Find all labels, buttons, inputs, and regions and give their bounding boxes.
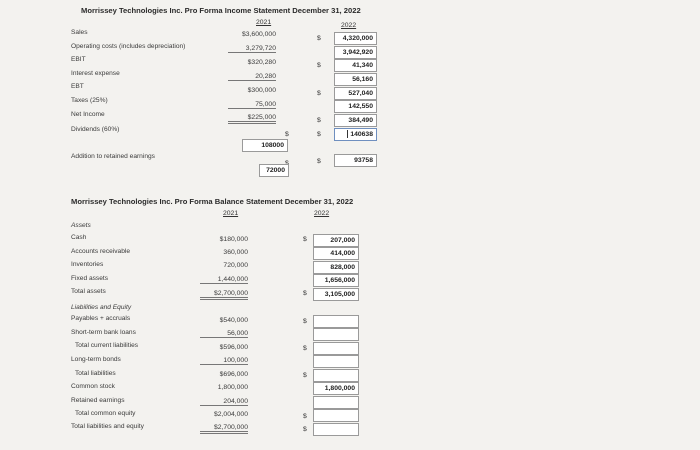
balance-2022-total-current-liabilities-input[interactable] [313,342,359,355]
liabilities-heading: Liabilities and Equity [71,304,132,311]
balance-dollar-total-liabilities: $ [303,372,307,379]
balance-label-retained-earnings: Retained earnings [71,397,125,404]
balance-2021-total-liab-equity: $2,700,000 [200,424,248,434]
income-2021-interest-expense: 20,280 [228,73,276,81]
balance-dollar-total-common-equity: $ [303,413,307,420]
income-2021-dollar-dividends: $ [285,131,289,138]
income-2021-net-income: $225,000 [228,114,276,124]
balance-label-total-current-liabilities: Total current liabilities [75,342,139,349]
income-2021-dividends-input[interactable]: 108000 [242,139,288,152]
balance-dollar-payables: $ [303,318,307,325]
balance-year-2022: 2022 [314,210,330,217]
income-label-ebt: EBT [71,83,84,90]
income-label-interest-expense: Interest expense [71,70,120,77]
income-label-operating-costs: Operating costs (includes depreciation) [71,43,186,50]
income-2021-ebt: $300,000 [247,87,276,94]
income-dollar-ebit: $ [317,62,321,69]
income-2022-ebit-input[interactable]: 41,340 [334,59,377,72]
balance-2021-fixed-assets: 1,440,000 [200,276,248,284]
income-label-dividends: Dividends (60%) [71,126,120,133]
balance-label-ar: Accounts receivable [71,248,131,255]
balance-2021-retained-earnings: 204,000 [200,398,248,406]
balance-2021-total-current-liabilities: $596,000 [219,344,248,351]
balance-dollar-total-current-liabilities: $ [303,345,307,352]
balance-2021-total-liabilities: $696,000 [219,371,248,378]
income-label-net-income: Net Income [71,111,105,118]
income-dollar-sales: $ [317,35,321,42]
balance-2022-common-stock-input[interactable]: 1,800,000 [313,382,359,395]
income-2022-dividends-input[interactable] [334,128,377,141]
income-2021-operating-costs: 3,279,720 [228,45,276,53]
balance-label-common-stock: Common stock [71,383,115,390]
balance-2022-cash-input[interactable]: 207,000 [313,234,359,247]
balance-2022-fixed-assets-input[interactable]: 1,656,000 [313,274,359,287]
income-2022-dividends-value: 140638 [350,131,373,138]
income-2022-interest-expense-input[interactable]: 56,160 [334,73,377,86]
balance-2022-total-assets-input[interactable]: 3,105,000 [313,288,359,301]
balance-label-total-assets: Total assets [71,288,106,295]
balance-2022-retained-earnings-input[interactable] [313,396,359,409]
balance-dollar-cash: $ [303,236,307,243]
balance-label-fixed-assets: Fixed assets [71,275,109,282]
text-cursor [347,130,348,138]
balance-2021-cash: $180,000 [219,236,248,243]
income-label-taxes: Taxes (25%) [71,97,108,104]
income-2021-sales: $3,600,000 [241,31,276,38]
balance-label-total-common-equity: Total common equity [75,410,136,417]
income-2022-sales-input[interactable]: 4,320,000 [334,32,377,45]
balance-dollar-total-assets: $ [303,290,307,297]
balance-label-inventories: Inventories [71,261,104,268]
balance-label-total-liab-equity: Total liabilities and equity [71,423,144,430]
balance-2022-total-common-equity-input[interactable] [313,409,359,422]
balance-label-lt-bonds: Long-term bonds [71,356,121,363]
balance-2022-st-loans-input[interactable] [313,328,359,341]
income-2021-addition-re-input[interactable]: 72000 [259,164,289,177]
balance-2022-payables-input[interactable] [313,315,359,328]
balance-label-cash: Cash [71,234,87,241]
income-title: Morrissey Technologies Inc. Pro Forma Income Statement December 31, 2022 [81,6,361,15]
balance-2022-total-liabilities-input[interactable] [313,369,359,382]
balance-year-2021: 2021 [223,210,239,217]
income-dollar-addition-re: $ [317,158,321,165]
balance-2021-total-assets: $2,700,000 [200,290,248,300]
balance-2021-payables: $540,000 [219,317,248,324]
balance-2021-st-loans: 56,000 [200,330,248,338]
income-dollar-ebt: $ [317,90,321,97]
income-year-2021: 2021 [256,19,272,26]
balance-label-total-liabilities: Total liabilities [75,370,116,377]
income-dollar-dividends: $ [317,131,321,138]
income-2021-ebit: $320,280 [247,59,276,66]
balance-dollar-total-liab-equity: $ [303,426,307,433]
balance-title: Morrissey Technologies Inc. Pro Forma Balance Statement December 31, 2022 [71,197,354,206]
income-2022-taxes-input[interactable]: 142,550 [334,100,377,113]
balance-2022-lt-bonds-input[interactable] [313,355,359,368]
income-2022-net-income-input[interactable]: 384,490 [334,114,377,127]
balance-2021-ar: 360,000 [223,249,248,256]
income-2022-ebt-input[interactable]: 527,040 [334,87,377,100]
income-2022-addition-re-input[interactable]: 93758 [334,154,377,167]
assets-heading: Assets [71,222,91,229]
income-label-addition-re: Addition to retained earnings [71,153,155,160]
income-dollar-net-income: $ [317,117,321,124]
income-year-2022: 2022 [341,22,357,29]
balance-2022-total-liab-equity-input[interactable] [313,423,359,436]
balance-2022-inventories-input[interactable]: 828,000 [313,261,359,274]
balance-label-payables: Payables + accruals [71,315,131,322]
balance-label-st-loans: Short-term bank loans [71,329,136,336]
balance-2021-common-stock: 1,800,000 [217,384,248,391]
income-2021-taxes: 75,000 [228,101,276,109]
income-2022-operating-costs-input[interactable]: 3,942,920 [334,46,377,59]
balance-2021-total-common-equity: $2,004,000 [213,411,248,418]
income-label-ebit: EBIT [71,56,86,63]
balance-2022-ar-input[interactable]: 414,000 [313,247,359,260]
balance-2021-inventories: 720,000 [223,262,248,269]
income-label-sales: Sales [71,29,88,36]
balance-2021-lt-bonds: 100,000 [200,357,248,365]
